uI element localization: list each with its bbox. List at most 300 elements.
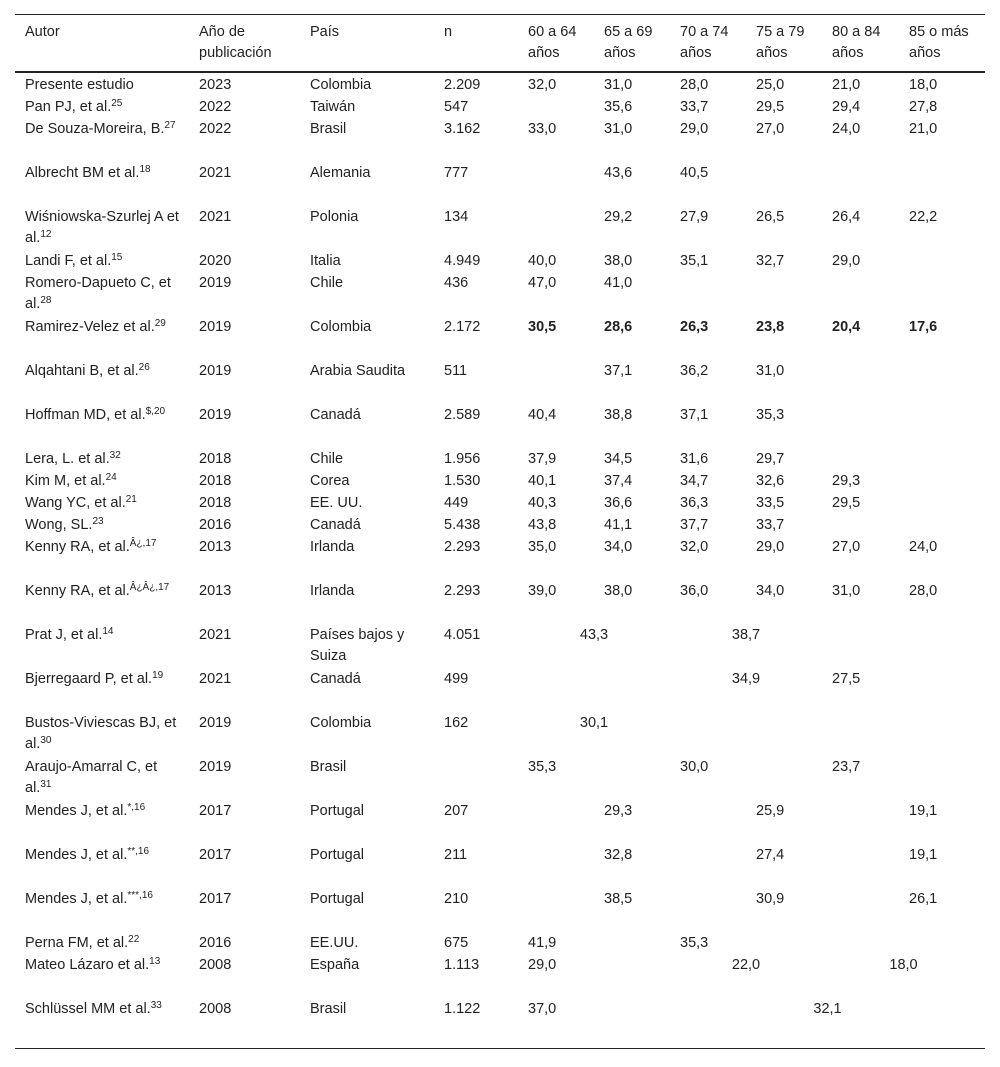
cell-value: [899, 162, 985, 206]
cell-autor: Wiśniowska-Szurlej A et al.$^{12}$: [25, 209, 179, 246]
cell-n: 1.113: [444, 957, 480, 973]
cell-value: 35,3: [756, 407, 785, 423]
cell-value: 24,0: [832, 121, 861, 137]
cell-value: 38,0: [604, 583, 633, 599]
cell-value: 38,5: [604, 891, 633, 907]
cell-anio: 2019: [199, 407, 232, 423]
reference-superscript: 30: [40, 735, 52, 746]
cell-value: 35,0: [528, 539, 557, 555]
cell-value: [746, 272, 822, 316]
table-row: [15, 998, 985, 1049]
cell-value: [518, 162, 594, 206]
cell-value: 21,0: [909, 121, 938, 137]
reference-superscript: 25: [111, 98, 123, 109]
cell-value: 34,7: [680, 473, 709, 489]
cell-anio: 2021: [199, 165, 232, 181]
cell-value: [899, 624, 985, 668]
cell-value: 31,0: [832, 583, 861, 599]
cell-anio: 2020: [199, 253, 232, 269]
reference-superscript: 21: [125, 494, 137, 505]
cell-value: 31,0: [604, 77, 633, 93]
cell-value: 43,8: [528, 517, 557, 533]
cell-value: 37,4: [604, 473, 633, 489]
cell-value: [822, 162, 899, 206]
header-n: n: [444, 24, 453, 40]
table-row: [15, 514, 985, 536]
table-row: [15, 844, 985, 888]
header-80-84: 80 a 84 años: [832, 24, 881, 61]
cell-n: 1.122: [444, 1001, 481, 1017]
cell-value: [899, 360, 985, 404]
cell-value: [899, 514, 985, 536]
reference-superscript: 15: [111, 252, 123, 263]
cell-anio: 2019: [199, 275, 232, 291]
cell-n: 2.293: [444, 583, 481, 599]
cell-pais: Países bajos y Suiza: [310, 627, 405, 664]
cell-value: 34,5: [604, 451, 633, 467]
cell-value: 34,0: [756, 583, 785, 599]
cell-n: 675: [444, 935, 469, 951]
cell-autor: Mendes J, et al.$^{*,16}$: [25, 802, 146, 819]
cell-autor: Wang YC, et al.$^{21}$: [25, 494, 137, 511]
cell-pais: Portugal: [310, 847, 365, 863]
cell-value: [594, 954, 670, 998]
cell-value: 27,0: [832, 539, 861, 555]
cell-value: 39,0: [528, 583, 557, 599]
table-row: [15, 888, 985, 932]
cell-autor: Mendes J, et al.$^{***,16}$: [25, 890, 153, 907]
reference-superscript: *,16: [127, 802, 146, 813]
cell-value: 40,1: [528, 473, 557, 489]
header-60-64: 60 a 64 años: [528, 24, 577, 61]
cell-n: 2.293: [444, 539, 481, 555]
cell-value: 41,0: [604, 275, 633, 291]
table-row: [15, 800, 985, 844]
cell-autor: Pan PJ, et al.$^{25}$: [25, 98, 123, 115]
cell-anio: 2021: [199, 627, 232, 643]
cell-value: 40,4: [528, 407, 557, 423]
cell-value: [746, 162, 822, 206]
reference-superscript: 32: [109, 450, 121, 461]
header-pais: País: [310, 24, 340, 40]
cell-value: 31,6: [680, 451, 709, 467]
cell-autor: Wong, SL.$^{23}$: [25, 516, 104, 533]
cell-value: 37,1: [604, 363, 633, 379]
cell-value: [822, 712, 899, 756]
cell-value: 26,3: [680, 319, 709, 335]
table-row: [15, 624, 985, 668]
reference-superscript: 12: [40, 229, 52, 240]
cell-autor: Mateo Lázaro et al.$^{13}$: [25, 956, 161, 973]
cell-anio: 2019: [199, 319, 232, 335]
cell-value: [746, 932, 822, 954]
cell-value: 28,0: [680, 77, 709, 93]
cell-value: [594, 756, 670, 800]
cell-anio: 2018: [199, 451, 232, 467]
cell-value: 35,3: [680, 935, 709, 951]
cell-autor: Romero-Dapueto C, et al.$^{28}$: [25, 275, 171, 312]
cell-pais: España: [310, 957, 360, 973]
cell-value: 33,7: [680, 99, 709, 115]
cell-value-merged: 43,3: [579, 627, 609, 643]
cell-value: 32,7: [756, 253, 785, 269]
cell-value: 40,3: [528, 495, 557, 511]
cell-value: [594, 932, 670, 954]
cell-n: 2.172: [444, 319, 481, 335]
cell-value-merged: 38,7: [731, 627, 761, 643]
cell-value: 38,8: [604, 407, 633, 423]
cell-autor: De Souza-Moreira, B.$^{27}$: [25, 120, 176, 137]
cell-value: 47,0: [528, 275, 557, 291]
table-row: [15, 932, 985, 954]
cell-value: [899, 932, 985, 954]
cell-value: [899, 448, 985, 470]
cell-value: [670, 712, 746, 756]
cell-value: 29,4: [832, 99, 861, 115]
cell-n: 449: [444, 495, 469, 511]
reference-superscript: 29: [154, 318, 166, 329]
reference-superscript: 18: [139, 164, 151, 175]
cell-value: 35,6: [604, 99, 633, 115]
reference-superscript: $,20: [145, 406, 166, 417]
cell-pais: Brasil: [310, 121, 347, 137]
cell-n: 134: [444, 209, 469, 225]
table-row: [15, 954, 985, 998]
reference-superscript: Â¿,17: [129, 538, 157, 549]
cell-value: [746, 712, 822, 756]
cell-value-merged: 22,0: [731, 957, 761, 973]
reference-superscript: 19: [152, 670, 164, 681]
header-anio: Año de publicación: [199, 24, 272, 61]
cell-value: [670, 800, 746, 844]
cell-autor: Bjerregaard P, et al.$^{19}$: [25, 670, 164, 687]
cell-value: [594, 998, 670, 1049]
cell-anio: 2022: [199, 121, 232, 137]
cell-value: 31,0: [756, 363, 785, 379]
cell-autor: Kenny RA, et al.$^{Â¿,17}$: [25, 538, 157, 555]
cell-autor: Araujo-Amarral C, et al.$^{31}$: [25, 759, 158, 796]
cell-value: [822, 888, 899, 932]
cell-value: 36,2: [680, 363, 709, 379]
cell-n: 777: [444, 165, 469, 181]
cell-autor: Schlüssel MM et al.$^{33}$: [25, 1000, 162, 1017]
cell-value: [594, 668, 670, 712]
cell-pais: Italia: [310, 253, 341, 269]
cell-value: 30,0: [680, 759, 709, 775]
header-85-plus: 85 o más años: [909, 24, 969, 61]
cell-pais: Alemania: [310, 165, 371, 181]
cell-pais: Brasil: [310, 759, 347, 775]
table-row: [15, 316, 985, 360]
cell-value: 27,9: [680, 209, 709, 225]
cell-anio: 2017: [199, 803, 232, 819]
reference-superscript: 24: [105, 472, 117, 483]
cell-value: 26,1: [909, 891, 938, 907]
cell-pais: Canadá: [310, 407, 361, 423]
cell-value: 27,5: [832, 671, 861, 687]
table-row: [15, 72, 985, 96]
table-row: [15, 360, 985, 404]
cell-value: 34,0: [604, 539, 633, 555]
reference-superscript: 26: [138, 362, 150, 373]
header-75-79: 75 a 79 años: [756, 24, 805, 61]
data-table: [15, 14, 985, 1049]
cell-pais: Canadá: [310, 517, 361, 533]
cell-value: 29,3: [604, 803, 633, 819]
cell-value: 40,0: [528, 253, 557, 269]
cell-value: 29,0: [680, 121, 709, 137]
header-autor: Autor: [25, 24, 60, 40]
cell-value: 23,8: [756, 319, 785, 335]
cell-autor: Kim M, et al.$^{24}$: [25, 472, 117, 489]
cell-autor: Ramirez-Velez et al.$^{29}$: [25, 318, 166, 335]
header-row: [15, 15, 985, 73]
cell-value: 26,4: [832, 209, 861, 225]
cell-value: 22,2: [909, 209, 938, 225]
cell-anio: 2018: [199, 473, 232, 489]
cell-value: [670, 888, 746, 932]
cell-value: [899, 756, 985, 800]
cell-value-merged: 18,0: [889, 957, 918, 973]
cell-pais: Brasil: [310, 1001, 347, 1017]
cell-n: 499: [444, 671, 469, 687]
table-row: [15, 448, 985, 470]
table-row: [15, 250, 985, 272]
cell-n: 162: [444, 715, 469, 731]
cell-pais: Irlanda: [310, 583, 355, 599]
cell-value: [518, 844, 594, 888]
cell-value: [518, 360, 594, 404]
cell-value: 19,1: [909, 847, 938, 863]
table-row: [15, 96, 985, 118]
cell-value: 21,0: [832, 77, 861, 93]
cell-n: [434, 756, 518, 800]
cell-value: 33,7: [756, 517, 785, 533]
cell-n: 207: [444, 803, 469, 819]
reference-superscript: 33: [150, 1000, 162, 1011]
table-row: [15, 492, 985, 514]
cell-value: 37,0: [528, 1001, 557, 1017]
cell-value: 29,0: [756, 539, 785, 555]
cell-pais: Chile: [310, 275, 344, 291]
cell-anio: 2023: [199, 77, 232, 93]
table-row: [15, 272, 985, 316]
cell-value: [899, 404, 985, 448]
cell-value: [822, 272, 899, 316]
cell-value: 36,6: [604, 495, 633, 511]
header-70-74: 70 a 74 años: [680, 24, 729, 61]
cell-value: [899, 250, 985, 272]
cell-pais: Colombia: [310, 319, 372, 335]
cell-value: 18,0: [909, 77, 938, 93]
reference-superscript: 28: [40, 295, 52, 306]
cell-value: 27,0: [756, 121, 785, 137]
cell-autor: Prat J, et al.$^{14}$: [25, 626, 114, 643]
table-row: [15, 712, 985, 756]
reference-superscript: 31: [40, 779, 52, 790]
cell-value: [822, 404, 899, 448]
cell-value-merged: 30,1: [579, 715, 609, 731]
cell-n: 4.051: [444, 627, 481, 643]
cell-n: 547: [444, 99, 469, 115]
cell-anio: 2022: [199, 99, 232, 115]
cell-pais: Colombia: [310, 77, 372, 93]
cell-anio: 2019: [199, 363, 232, 379]
cell-n: 4.949: [444, 253, 481, 269]
reference-superscript: 13: [149, 956, 161, 967]
cell-autor: Bustos-Viviescas BJ, et al.$^{30}$: [25, 715, 177, 752]
reference-superscript: 23: [92, 516, 104, 527]
cell-value: [822, 360, 899, 404]
table-row: [15, 580, 985, 624]
cell-anio: 2017: [199, 847, 232, 863]
cell-value: 27,4: [756, 847, 785, 863]
cell-value: 35,1: [680, 253, 709, 269]
cell-value: 27,8: [909, 99, 938, 115]
cell-value: [518, 888, 594, 932]
cell-value: [899, 668, 985, 712]
reference-superscript: 27: [164, 120, 176, 131]
cell-anio: 2013: [199, 583, 232, 599]
cell-anio: 2021: [199, 671, 232, 687]
cell-autor: Mendes J, et al.$^{**,16}$: [25, 846, 150, 863]
cell-anio: 2019: [199, 715, 232, 731]
cell-autor: Perna FM, et al.$^{22}$: [25, 934, 140, 951]
cell-value: [822, 844, 899, 888]
cell-anio: 2008: [199, 1001, 232, 1017]
cell-value-merged: 32,1: [813, 1001, 842, 1017]
cell-value: [670, 844, 746, 888]
cell-pais: Corea: [310, 473, 350, 489]
cell-n: 2.589: [444, 407, 481, 423]
cell-n: 2.209: [444, 77, 481, 93]
cell-value: 40,5: [680, 165, 709, 181]
table-row: [15, 404, 985, 448]
cell-value: [670, 272, 746, 316]
cell-anio: 2016: [199, 517, 232, 533]
cell-value: 24,0: [909, 539, 938, 555]
cell-value: 32,0: [528, 77, 557, 93]
cell-pais: Portugal: [310, 891, 365, 907]
cell-value: 28,6: [604, 319, 633, 335]
table-row: [15, 162, 985, 206]
cell-n: 1.956: [444, 451, 481, 467]
cell-n: 5.438: [444, 517, 481, 533]
cell-value: 28,0: [909, 583, 938, 599]
cell-n: 511: [444, 363, 468, 379]
cell-pais: Chile: [310, 451, 344, 467]
cell-value: [899, 470, 985, 492]
cell-value: 41,9: [528, 935, 557, 951]
cell-value: 36,3: [680, 495, 709, 511]
cell-value: 37,1: [680, 407, 709, 423]
cell-value: 29,5: [832, 495, 861, 511]
cell-pais: Portugal: [310, 803, 365, 819]
cell-value: [899, 712, 985, 756]
cell-value: [518, 800, 594, 844]
cell-value: [822, 932, 899, 954]
cell-value: [822, 624, 899, 668]
cell-value: 19,1: [909, 803, 938, 819]
reference-superscript: ***,16: [127, 890, 153, 901]
cell-autor: Lera, L. et al.$^{32}$: [25, 450, 121, 467]
cell-value: 35,3: [528, 759, 557, 775]
cell-value: [746, 756, 822, 800]
cell-value: 41,1: [604, 517, 633, 533]
reference-superscript: Â¿Â¿,17: [129, 582, 170, 593]
cell-anio: 2019: [199, 759, 232, 775]
cell-value: [518, 96, 594, 118]
cell-value: [822, 448, 899, 470]
cell-value: 38,0: [604, 253, 633, 269]
table-row: [15, 470, 985, 492]
cell-anio: 2008: [199, 957, 232, 973]
table-row: [15, 756, 985, 800]
cell-autor: Alqahtani B, et al.$^{26}$: [25, 362, 150, 379]
cell-anio: 2018: [199, 495, 232, 511]
cell-anio: 2016: [199, 935, 232, 951]
cell-value: 32,8: [604, 847, 633, 863]
cell-autor: Albrecht BM et al.$^{18}$: [25, 164, 151, 181]
header-65-69: 65 a 69 años: [604, 24, 653, 61]
cell-anio: 2013: [199, 539, 232, 555]
cell-value: 29,2: [604, 209, 633, 225]
cell-autor: Landi F, et al.$^{15}$: [25, 252, 123, 269]
cell-anio: 2021: [199, 209, 232, 225]
cell-n: 1.530: [444, 473, 481, 489]
table-row: [15, 118, 985, 162]
cell-value: 29,7: [756, 451, 785, 467]
cell-pais: Taiwán: [310, 99, 356, 115]
cell-value: [518, 206, 594, 250]
cell-value: 29,0: [832, 253, 861, 269]
cell-value: 23,7: [832, 759, 861, 775]
cell-value: 30,9: [756, 891, 785, 907]
cell-value: 36,0: [680, 583, 709, 599]
cell-anio: 2017: [199, 891, 232, 907]
cell-value: 32,6: [756, 473, 785, 489]
cell-value: 20,4: [832, 319, 861, 335]
cell-value: [822, 514, 899, 536]
table-row: [15, 206, 985, 250]
cell-pais: Irlanda: [310, 539, 355, 555]
cell-autor: Kenny RA, et al.$^{Â¿Â¿,17}$: [25, 582, 170, 599]
cell-autor: Presente estudio: [25, 77, 134, 93]
cell-value: [822, 800, 899, 844]
cell-value: 37,9: [528, 451, 557, 467]
cell-value: 29,5: [756, 99, 785, 115]
cell-value: 17,6: [909, 319, 938, 335]
cell-value: 37,7: [680, 517, 709, 533]
reference-superscript: 14: [102, 626, 114, 637]
cell-autor: Hoffman MD, et al.$^{\$,20}$: [25, 406, 166, 423]
reference-superscript: **,16: [127, 846, 150, 857]
cell-value: 29,3: [832, 473, 861, 489]
cell-value: 30,5: [528, 319, 557, 335]
cell-value: 29,0: [528, 957, 557, 973]
cell-pais: Arabia Saudita: [310, 363, 406, 379]
cell-n: 3.162: [444, 121, 481, 137]
table-row: [15, 536, 985, 580]
cell-value: 32,0: [680, 539, 709, 555]
cell-n: 210: [444, 891, 469, 907]
table-row: [15, 668, 985, 712]
cell-value: 33,0: [528, 121, 557, 137]
cell-pais: Polonia: [310, 209, 359, 225]
cell-n: 436: [444, 275, 469, 291]
cell-value: [899, 492, 985, 514]
cell-pais: Colombia: [310, 715, 372, 731]
